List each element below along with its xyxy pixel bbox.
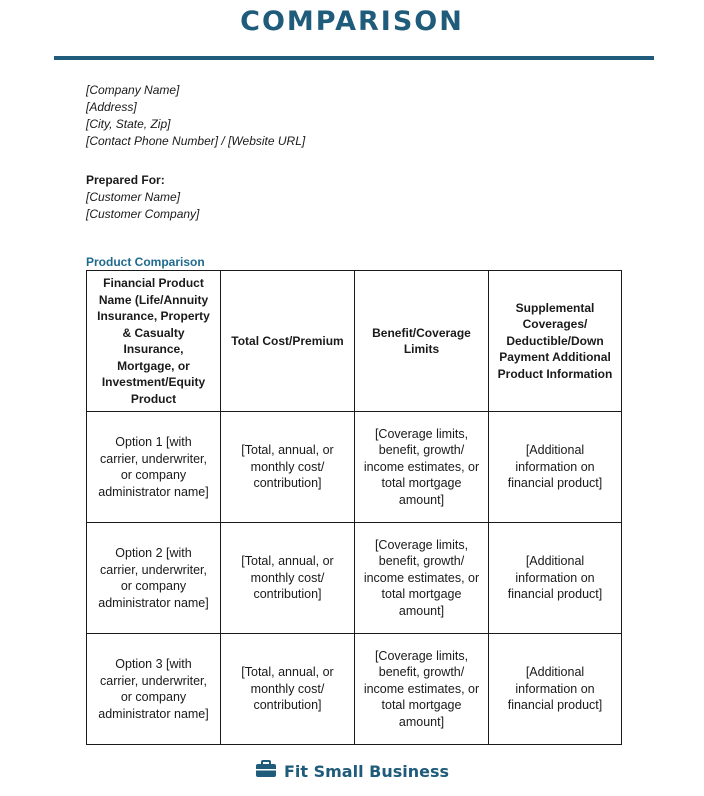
table-row [87,634,622,745]
company-contact: [Contact Phone Number] / [Website URL] [86,134,306,148]
footer-brand [0,760,704,783]
customer-name: [Customer Name] [86,190,181,204]
header-supplemental: Supplemental Coverages/ Deductible/Down Payment Additional Product Information [489,271,622,412]
header-total-cost: Total Cost/Premium [221,271,355,412]
company-info [86,82,305,150]
customer-company: [Customer Company] [86,207,200,221]
title-divider [54,56,654,60]
cell-coverage: [Coverage limits, benefit, growth/ income estimates, or total mortgage amount] [355,523,489,634]
cell-cost: [Total, annual, or monthly cost/ contribution] [221,523,355,634]
page-title: COMPARISON [240,6,464,37]
brand-name: Fit Small Business [283,762,450,781]
prepared-for [86,172,199,223]
comparison-table [86,270,622,745]
header-product-name: Financial Product Name (Life/Annuity Insurance, Property & Casualty Insurance, Mortgage, or Investment/Equity Product [87,271,221,412]
cell-cost: [Total, annual, or monthly cost/ contribution] [221,634,355,745]
cell-cost: [Total, annual, or monthly cost/ contribution] [221,412,355,523]
briefcase-icon [255,760,277,783]
prepared-for-label: Prepared For: [86,173,165,187]
section-title: Product Comparison [86,255,205,269]
cell-option: Option 2 [with carrier, underwriter, or company administrator name] [87,523,221,634]
cell-additional: [Additional information on financial product] [489,634,622,745]
header-benefit-limits: Benefit/Coverage Limits [355,271,489,412]
cell-additional: [Additional information on financial product] [489,412,622,523]
cell-option: Option 1 [with carrier, underwriter, or company administrator name] [87,412,221,523]
cell-option: Option 3 [with carrier, underwriter, or company administrator name] [87,634,221,745]
table-header-row [87,271,622,412]
company-name: [Company Name] [86,83,180,97]
company-address: [Address] [86,100,137,114]
cell-coverage: [Coverage limits, benefit, growth/ income estimates, or total mortgage amount] [355,412,489,523]
table-row [87,412,622,523]
cell-additional: [Additional information on financial product] [489,523,622,634]
company-city-state-zip: [City, State, Zip] [86,117,171,131]
cell-coverage: [Coverage limits, benefit, growth/ income estimates, or total mortgage amount] [355,634,489,745]
table-row [87,523,622,634]
